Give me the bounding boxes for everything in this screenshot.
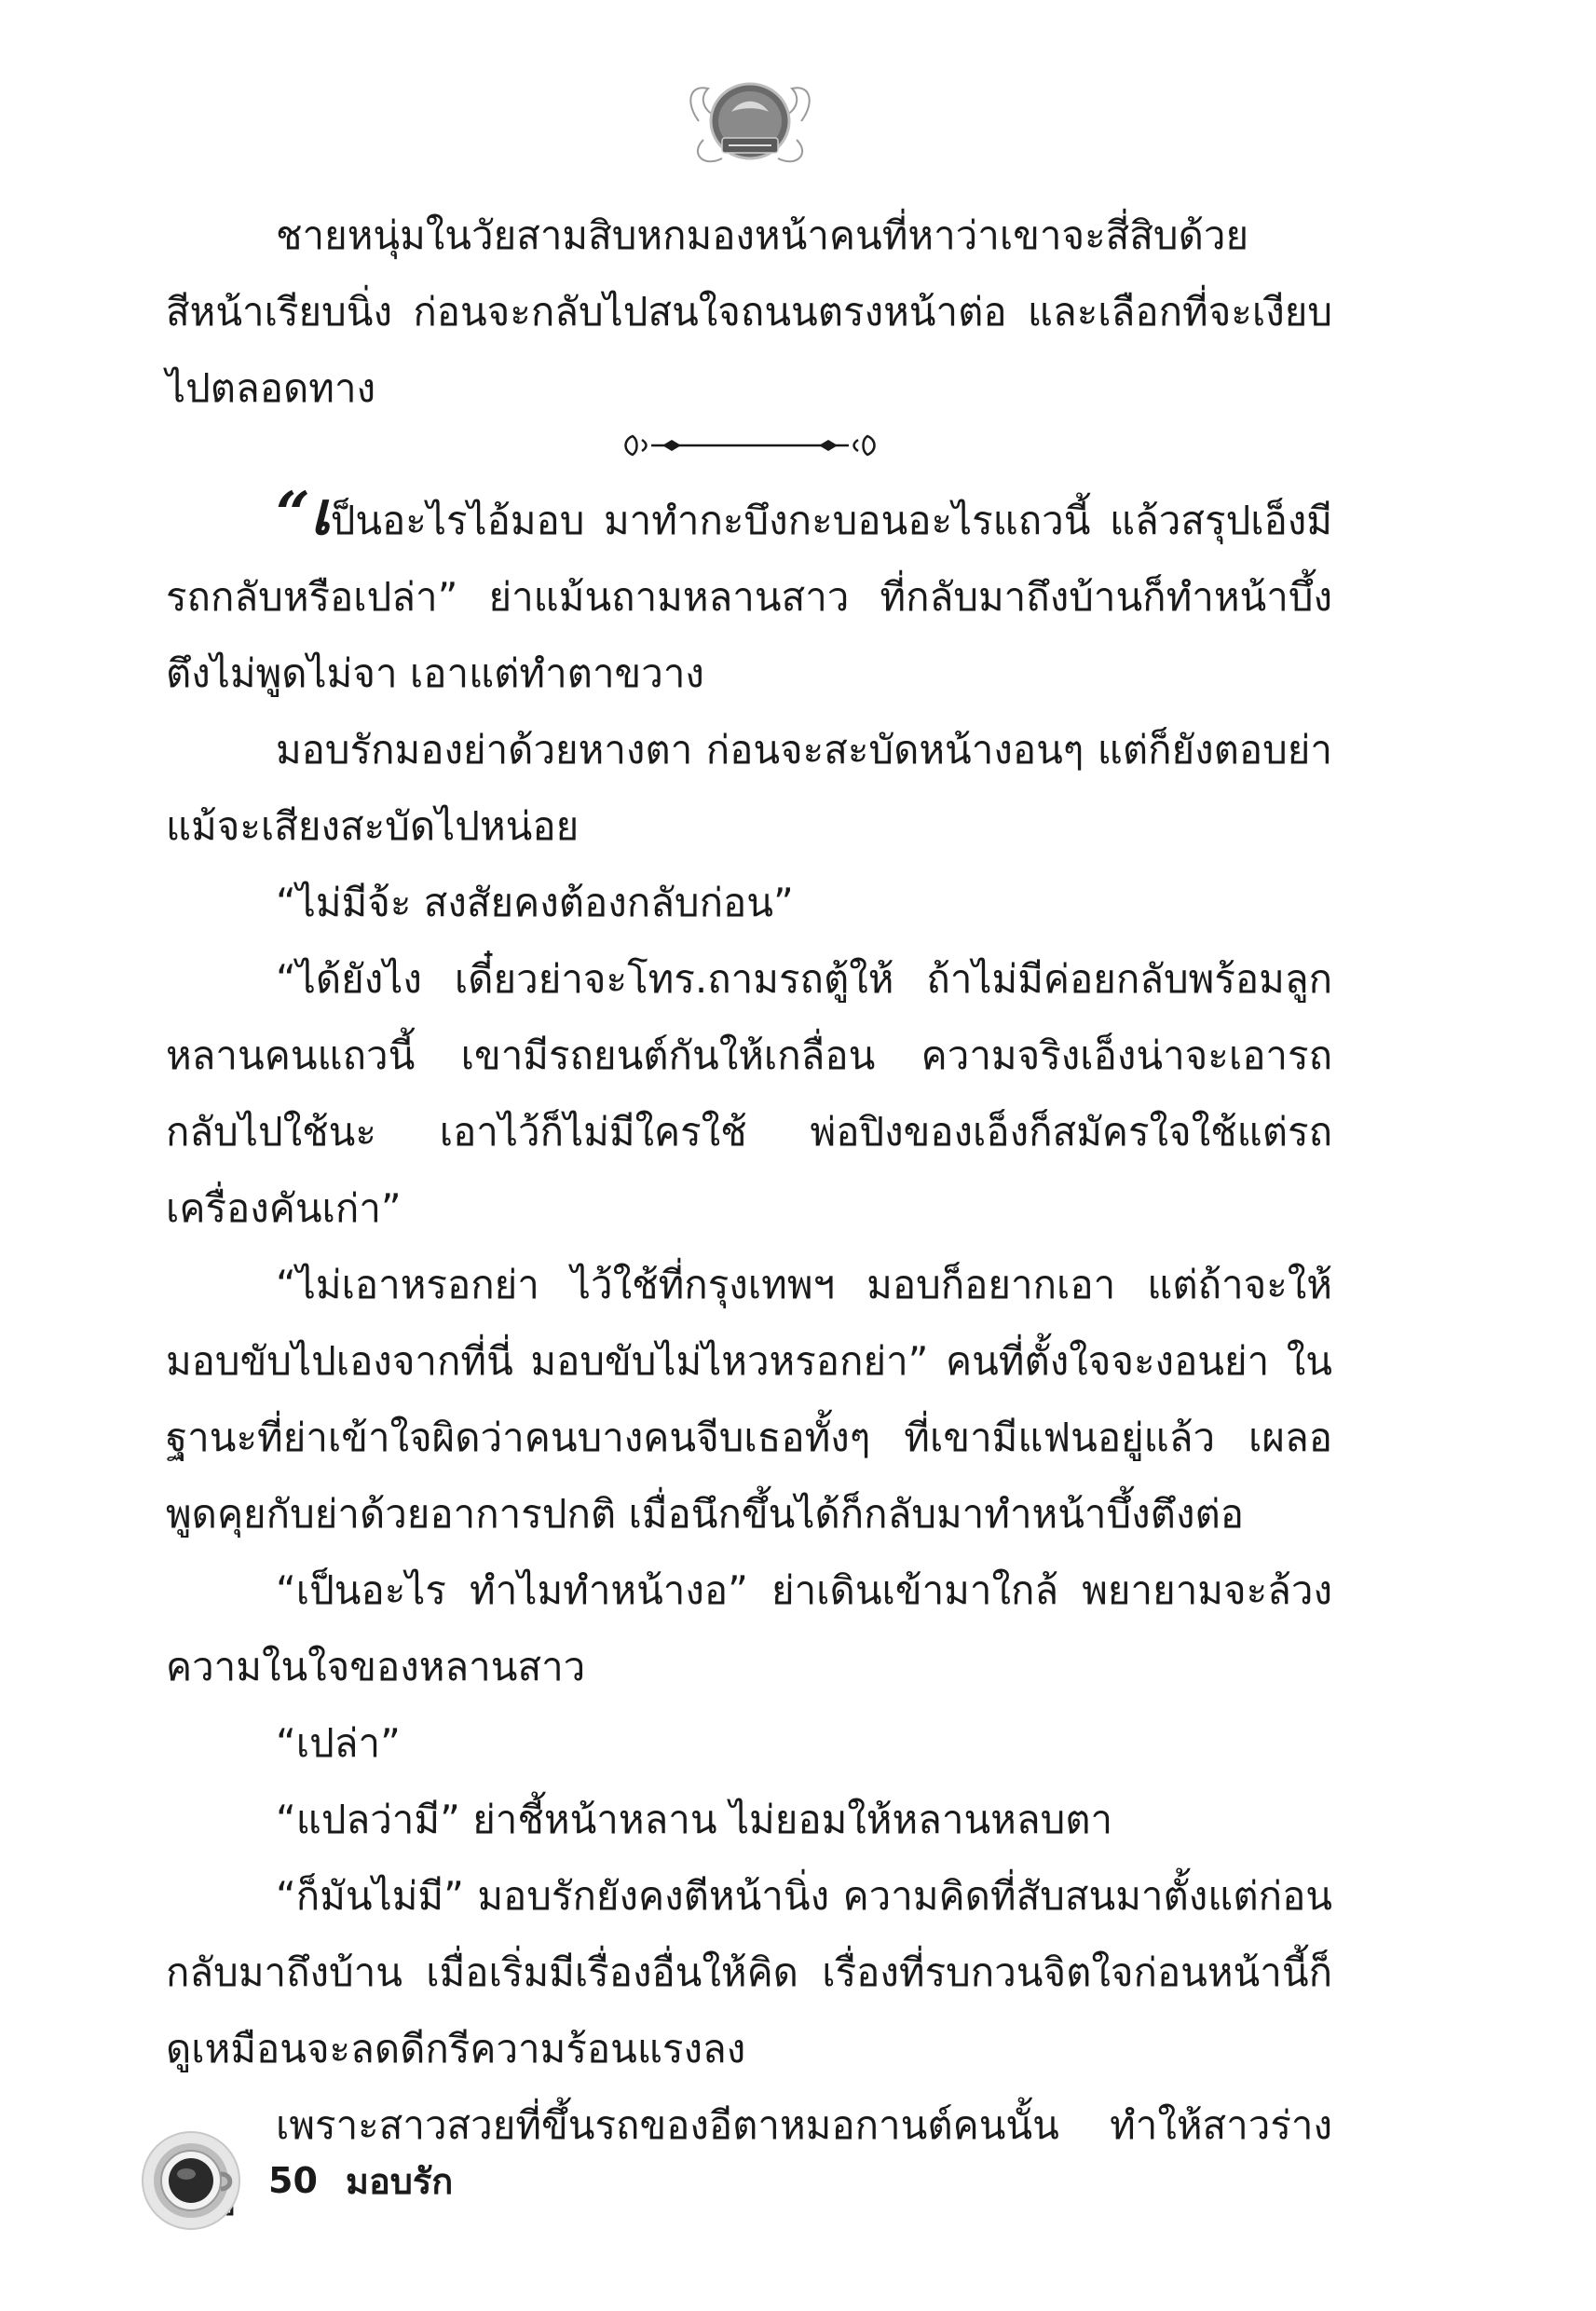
dropcap: “เ: [276, 479, 331, 549]
paragraph: ชายหนุ่มในวัยสามสิบหกมองหน้าคนที่หาว่าเขาจะสี่สิบด้วยสีหน้าเรียบนิ่ง ก่อนจะกลับไปสนใจถนนตรงหน้าต่อ และเลือกที่จะเงียบไปตลอดทาง: [166, 212, 1332, 411]
paragraph: “ได้ยังไง เดี๋ยวย่าจะโทร.ถามรถตู้ให้ ถ้าไม่มีค่อยกลับพร้อมลูกหลานคนแถวนี้ เขามีรถยนต์กันให้เกลื่อน ความจริงเอ็งน่าจะเอารถกลับไปใช้นะ เอาไว้ก็ไม่มีใครใช้ พ่อปิงของเอ็งก็สมัครใจใช้แต่รถเครื่องคันเก่า”: [166, 956, 1332, 1231]
paragraph: “ไม่เอาหรอกย่า ไว้ใช้ที่กรุงเทพฯ มอบก็อยากเอา แต่ถ้าจะให้มอบขับไปเองจากที่นี่ มอบขับไม่ไหวหรอกย่า” คนที่ตั้งใจจะงอนย่า ในฐานะที่ย่าเข้าใจผิดว่าคนบางคนจีบเธอทั้งๆ ที่เขามีแฟนอยู่แล้ว เผลอพูดคุยกับย่าด้วยอาการปกติ เมื่อนึกขึ้นได้ก็กลับมาทำหน้าบึ้งตึงต่อ: [166, 1262, 1332, 1537]
paragraph: “เปล่า”: [276, 1720, 401, 1766]
paragraph: “ไม่มีจ้ะ สงสัยคงต้องกลับก่อน”: [276, 880, 794, 925]
paragraph: “ก็มันไม่มี” มอบรักยังคงตีหน้านิ่ง ความคิดที่สับสนมาตั้งแต่ก่อนกลับมาถึงบ้าน เมื่อเริ่มมีเรื่องอื่นให้คิด เรื่องที่รบกวนจิตใจก่อนหน้านี้ก็ดูเหมือนจะลดดีกรีความร้อนแรงลง: [166, 1873, 1332, 2072]
coffee-cup-icon: [140, 2129, 242, 2232]
ornamental-divider-icon: [620, 427, 880, 464]
paragraph: เพราะสาวสวยที่ขึ้นรถของอีตาหมอกานต์คนนั้น ทำให้สาวร่าง: [276, 2102, 1332, 2148]
page-footer: [140, 2125, 453, 2236]
page-number: 50: [268, 2160, 318, 2201]
first-paragraph: [166, 479, 1332, 712]
paragraph: “แปลว่ามี” ย่าชี้หน้าหลาน ไม่ยอมให้หลานหลบตา: [276, 1797, 1113, 1842]
ornamental-crest-logo: [680, 65, 820, 177]
paragraph: “เป็นอะไร ทำไมทำหน้างอ” ย่าเดินเข้ามาใกล้ พยายามจะล้วงความในใจของหลานสาว: [166, 1567, 1332, 1689]
book-title: มอบรัก: [345, 2160, 454, 2202]
top-text-block: [166, 198, 1332, 427]
first-paragraph-text: ป็นอะไรไอ้มอบ มาทำกะบึงกะบอนอะไรแถวนี้ แล้วสรุปเอ็งมีรถกลับหรือเปล่า” ย่าแม้นถามหลานสาว ที่กลับมาถึงบ้านก็ทำหน้าบึ้งตึงไม่พูดไม่จา เอาแต่ทำตาขวาง: [166, 498, 1332, 696]
main-text-block: [166, 479, 1332, 2240]
paragraph: มอบรักมองย่าด้วยหางตา ก่อนจะสะบัดหน้างอนๆ แต่ก็ยังตอบย่าแม้จะเสียงสะบัดไปหน่อย: [166, 727, 1332, 849]
